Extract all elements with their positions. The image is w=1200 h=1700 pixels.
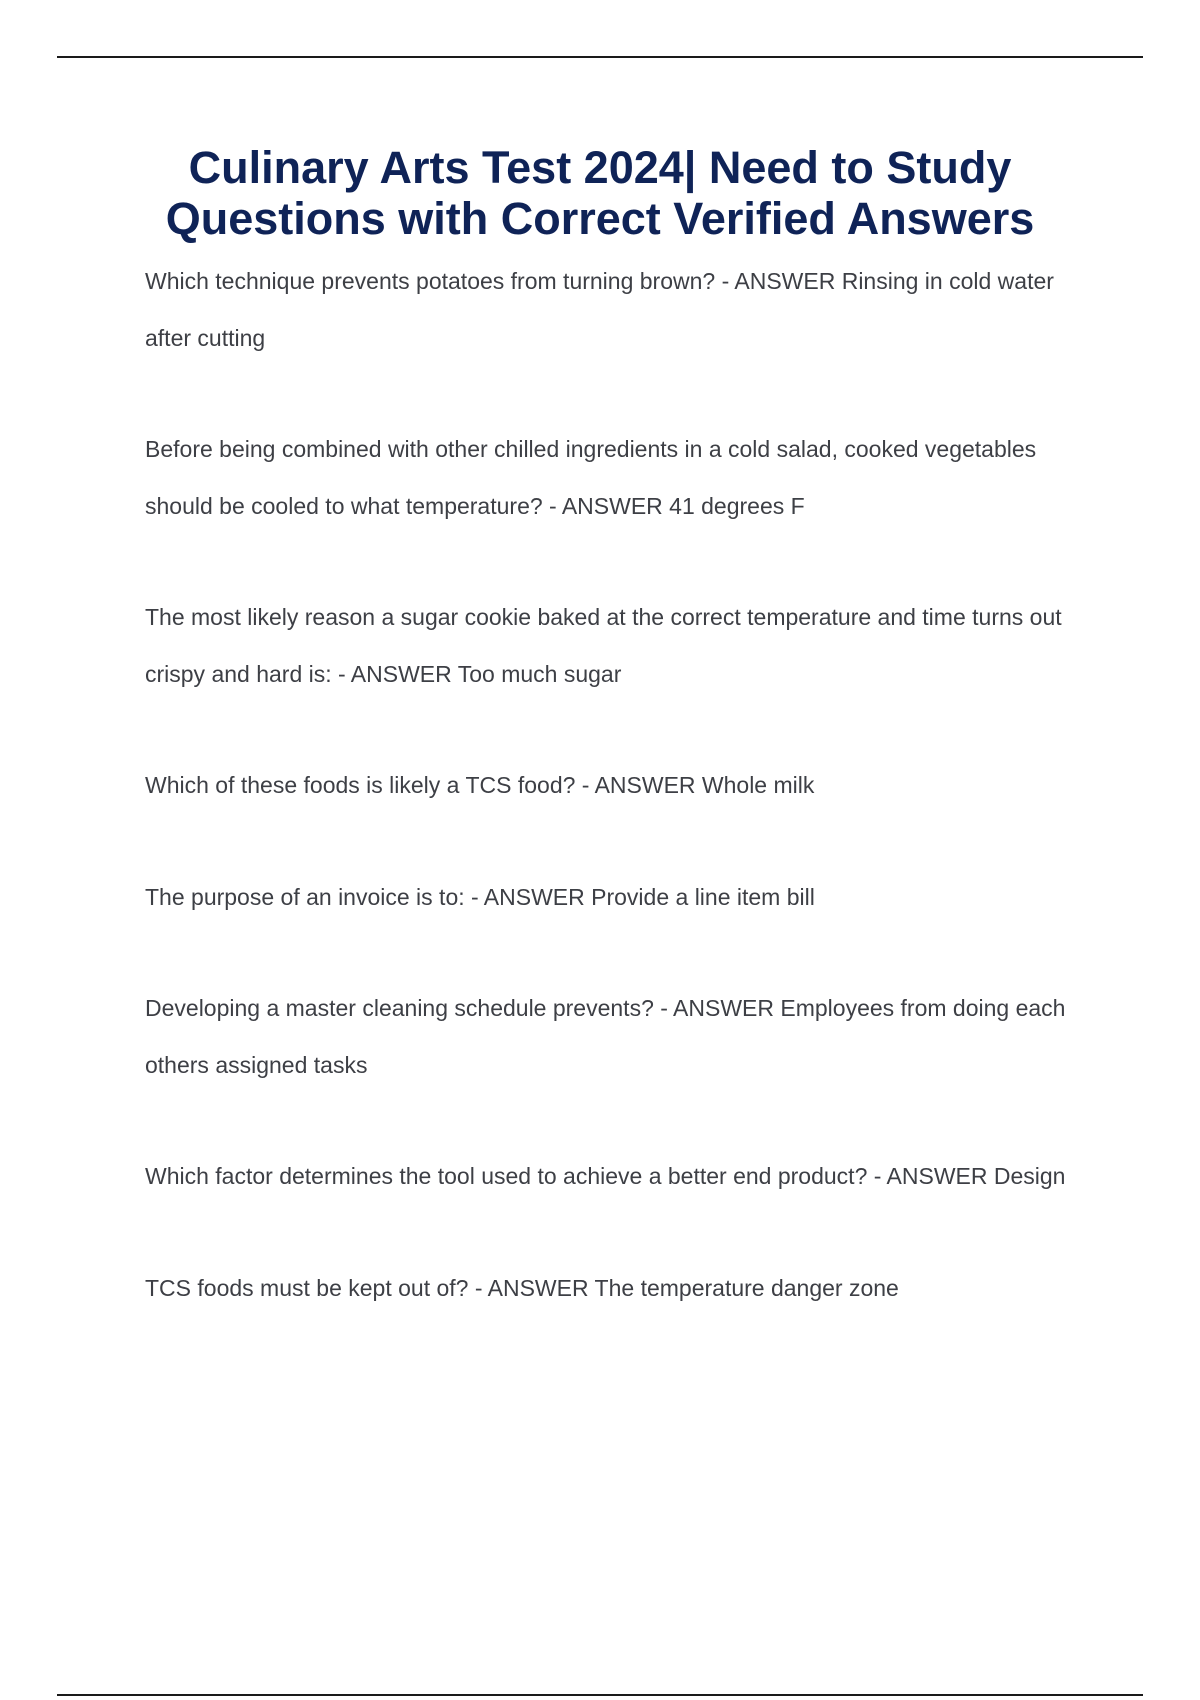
document-title: Culinary Arts Test 2024| Need to Study Questions with Correct Verified Answers <box>165 142 1035 244</box>
qa-item: Before being combined with other chilled ingredients in a cold salad, cooked vegetables should be cooled to what temperature? - ANSWER 41 degrees F <box>145 436 1037 519</box>
qa-item: Which of these foods is likely a TCS food? - ANSWER Whole milk <box>145 772 815 798</box>
qa-list <box>145 253 1095 1371</box>
footer-rule <box>57 1694 1143 1696</box>
qa-item: The most likely reason a sugar cookie baked at the correct temperature and time turns out crispy and hard is: - ANSWER Too much sugar <box>145 604 1062 687</box>
qa-item: Developing a master cleaning schedule prevents? - ANSWER Employees from doing each others assigned tasks <box>145 995 1066 1078</box>
header-rule <box>57 56 1143 58</box>
qa-item: Which technique prevents potatoes from turning brown? - ANSWER Rinsing in cold water after cutting <box>145 268 1054 351</box>
qa-item: TCS foods must be kept out of? - ANSWER The temperature danger zone <box>145 1274 899 1301</box>
qa-item: Which factor determines the tool used to achieve a better end product? - ANSWER Design <box>145 1163 1066 1189</box>
qa-item: The purpose of an invoice is to: - ANSWER Provide a line item bill <box>145 883 815 910</box>
